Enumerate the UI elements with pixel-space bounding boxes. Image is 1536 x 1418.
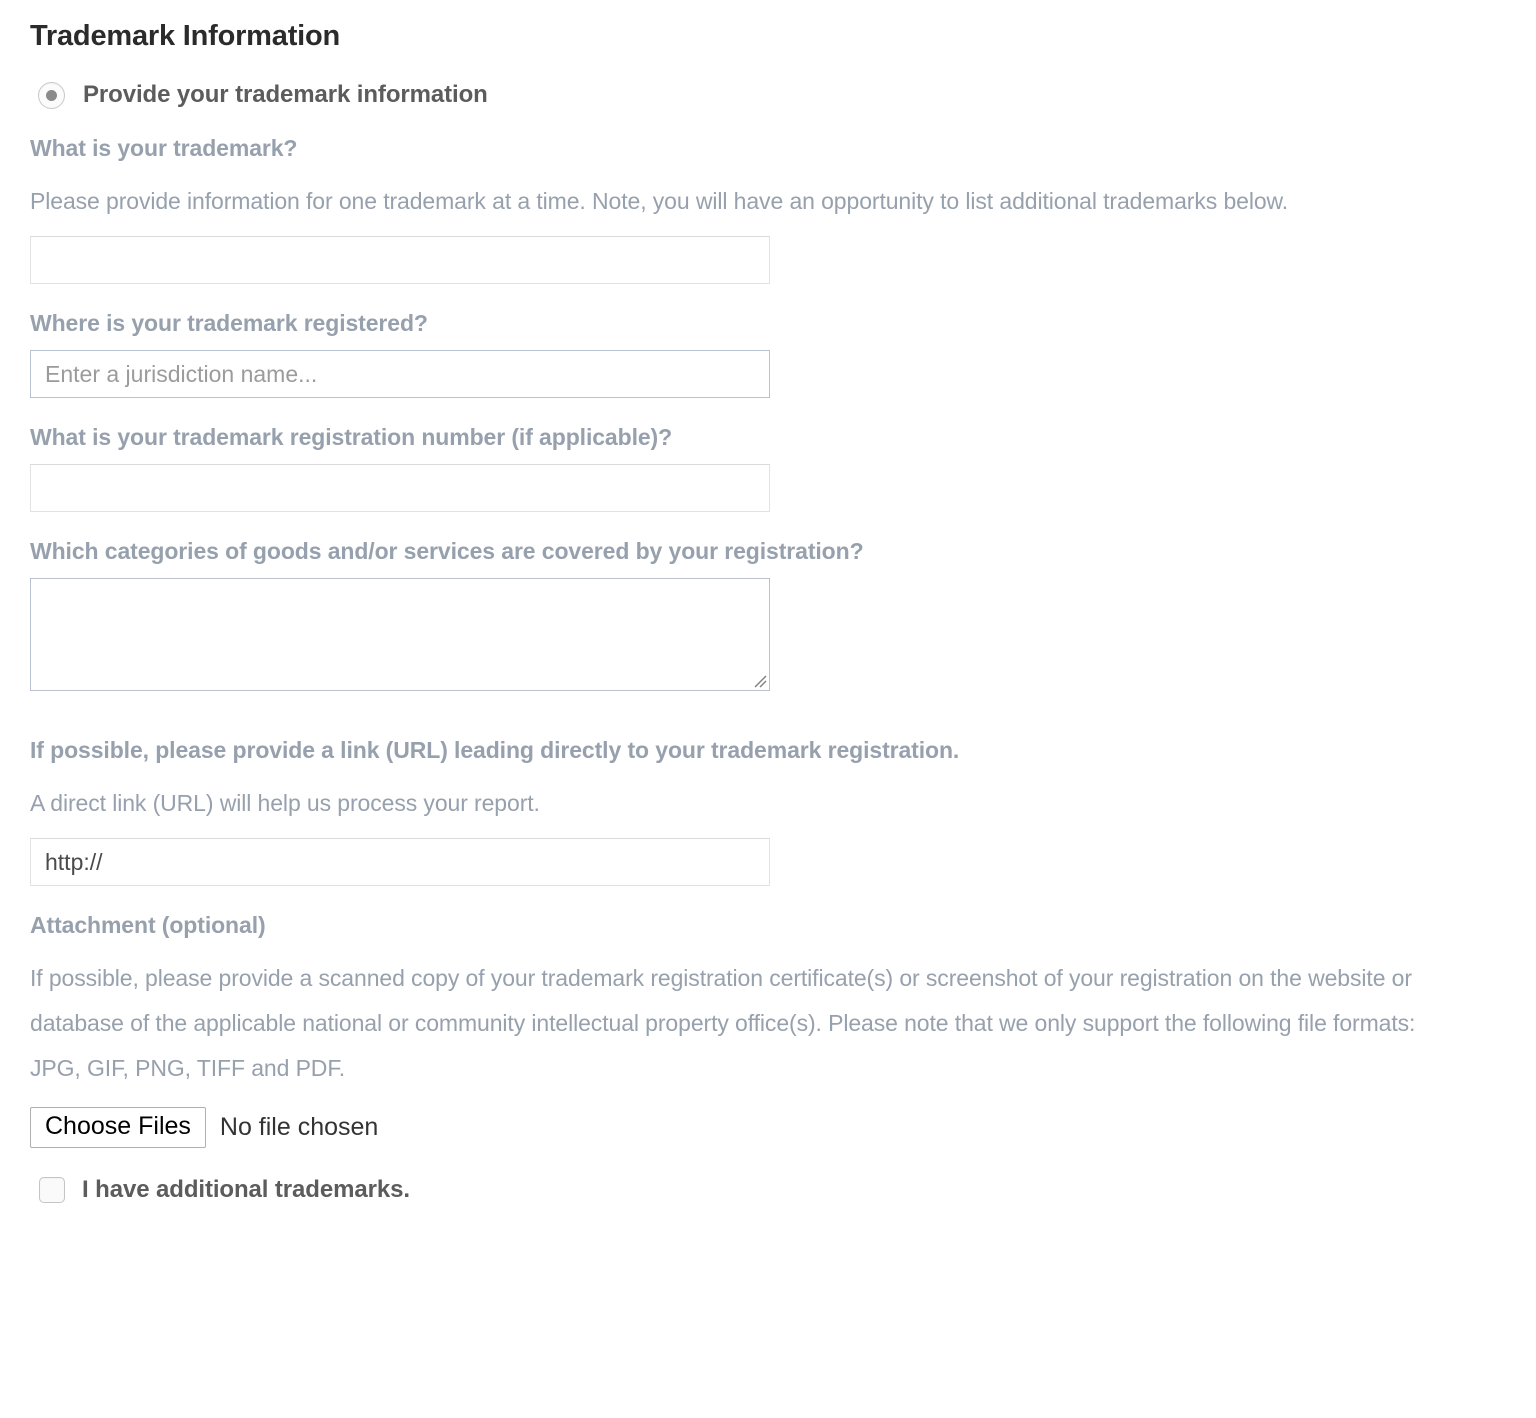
- jurisdiction-label: Where is your trademark registered?: [30, 310, 428, 336]
- attachment-label: Attachment (optional): [30, 912, 266, 938]
- page-title: Trademark Information: [30, 20, 341, 52]
- field-registration-url: [30, 735, 1506, 886]
- trademark-name-help-text: Please provide information for one trademark at a time. Note, you will have an opportunity to list additional trademarks below.: [30, 188, 1289, 214]
- jurisdiction-input[interactable]: [30, 350, 770, 398]
- checkbox-additional-trademarks[interactable]: [30, 1176, 1506, 1204]
- field-jurisdiction: [30, 308, 1506, 398]
- file-upload-row: [30, 1107, 1506, 1148]
- field-categories: [30, 536, 1506, 691]
- file-chosen-status: No file chosen: [219, 1113, 379, 1141]
- checkbox-icon[interactable]: [39, 1177, 65, 1203]
- registration-number-label: What is your trademark registration number (if applicable)?: [30, 424, 673, 450]
- trademark-name-input[interactable]: [30, 236, 770, 284]
- field-registration-number: [30, 422, 1506, 512]
- attachment-help-text: If possible, please provide a scanned copy of your trademark registration certificate(s) or screenshot of your registration on the website or database of the applicable national or community intellectual property office(s). Please note that we only support the following file formats: JPG, GIF, PNG, TIFF and PDF.: [30, 965, 1416, 1081]
- registration-url-help-text: A direct link (URL) will help us process your report.: [30, 790, 540, 816]
- trademark-name-label: What is your trademark?: [30, 135, 298, 161]
- radio-option-label: Provide your trademark information: [83, 81, 488, 108]
- registration-number-input[interactable]: [30, 464, 770, 512]
- choose-files-button[interactable]: Choose Files: [30, 1107, 206, 1148]
- field-attachment: [30, 910, 1506, 1148]
- additional-trademarks-label: I have additional trademarks.: [82, 1176, 410, 1203]
- radio-option-provide-trademark-info[interactable]: [30, 81, 1506, 109]
- radio-selected-dot-icon: [46, 90, 57, 101]
- categories-label: Which categories of goods and/or services are covered by your registration?: [30, 538, 864, 564]
- radio-button-icon[interactable]: [38, 82, 65, 109]
- categories-textarea-wrapper: [30, 578, 770, 691]
- registration-url-input[interactable]: [30, 838, 770, 886]
- field-trademark-name: [30, 133, 1506, 284]
- registration-url-label: If possible, please provide a link (URL) leading directly to your trademark registration.: [30, 737, 960, 763]
- categories-textarea[interactable]: [30, 578, 770, 691]
